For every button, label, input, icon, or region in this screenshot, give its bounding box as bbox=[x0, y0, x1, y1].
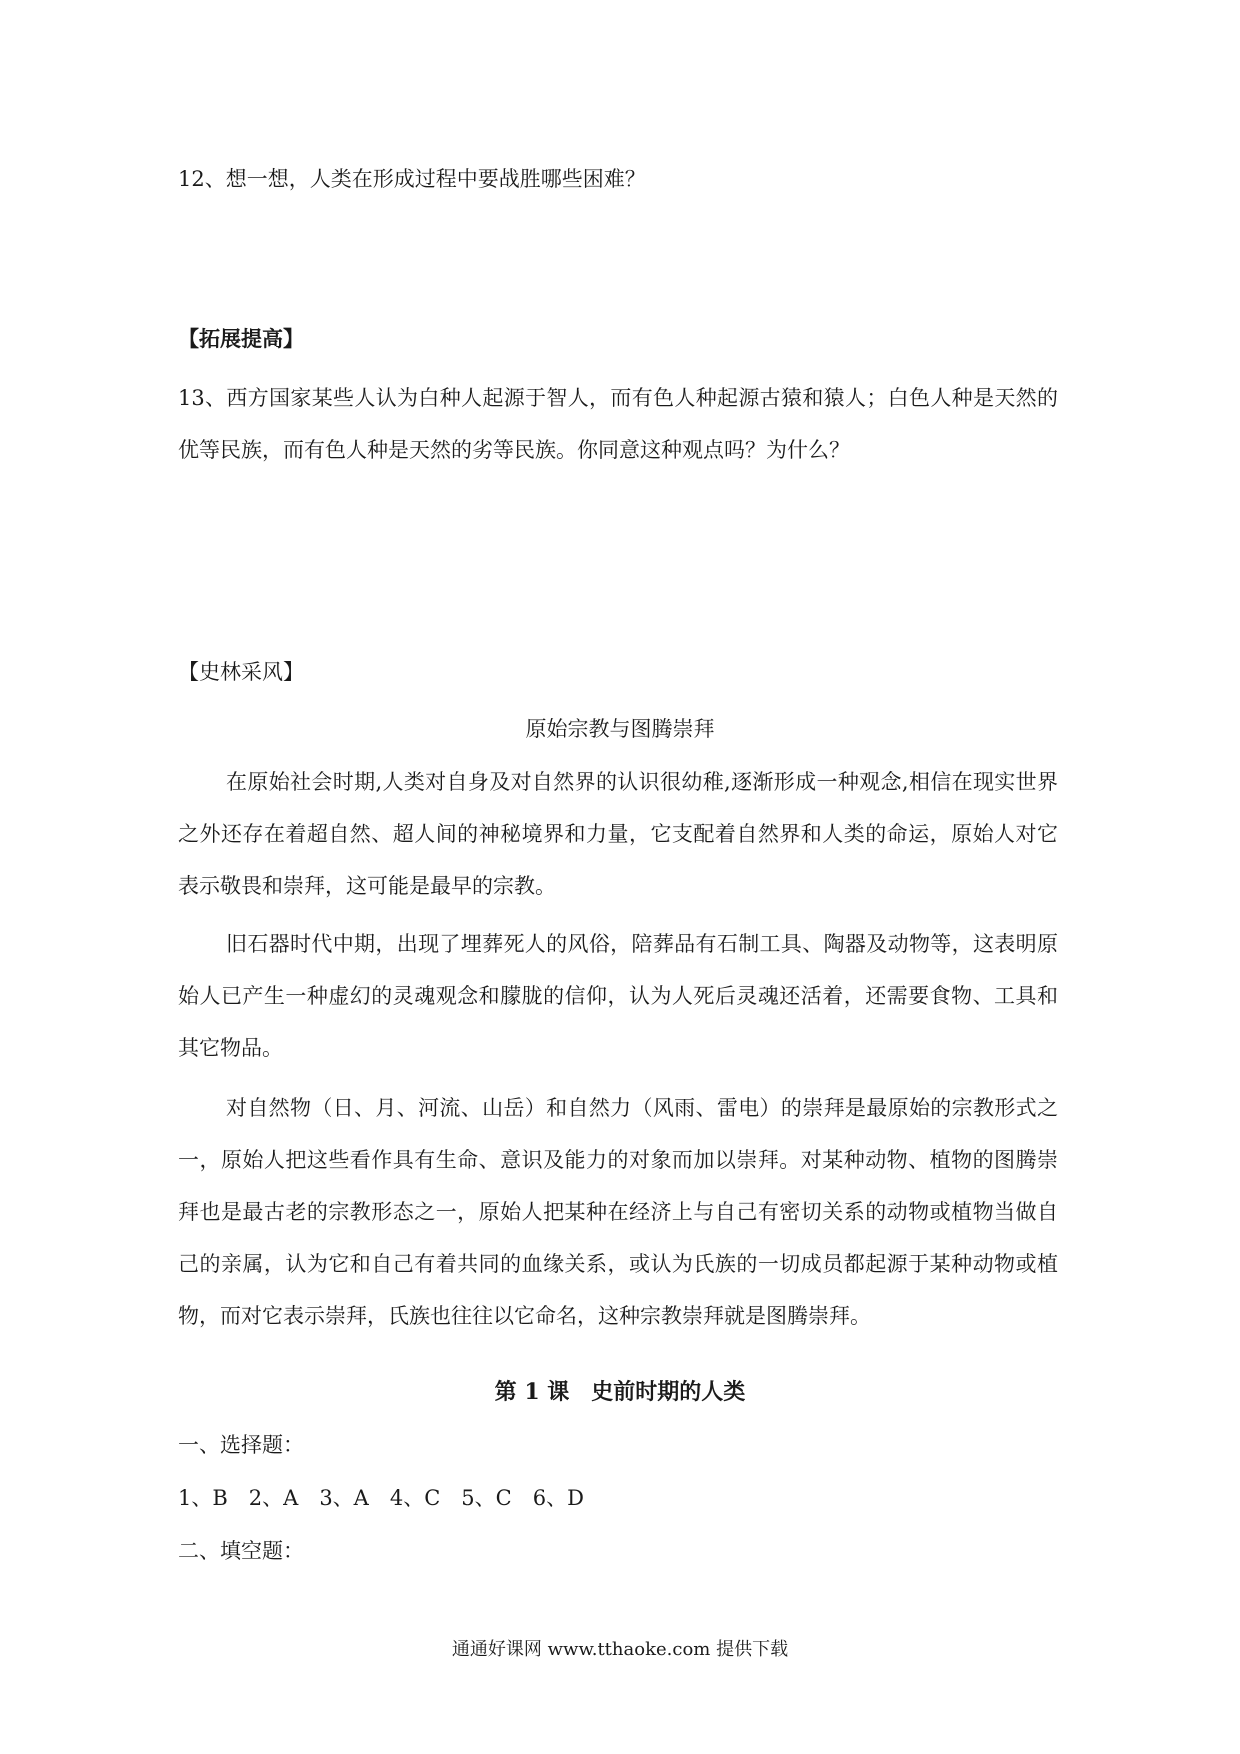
question-12: 12、想一想，人类在形成过程中要战胜哪些困难？ bbox=[178, 167, 646, 191]
lesson-title: 第 1 课 史前时期的人类 bbox=[494, 1379, 746, 1405]
answers-choice-line: 1、B 2、A 3、A 4、C 5、C 6、D bbox=[178, 1486, 584, 1510]
page-footer: 通通好课网 www.tthaoke.com 提供下载 bbox=[451, 1639, 789, 1660]
answers-section-fill: 二、填空题： bbox=[178, 1539, 304, 1563]
answers-section-choice: 一、选择题： bbox=[178, 1433, 304, 1457]
article-title: 原始宗教与图腾崇拜 bbox=[525, 717, 715, 741]
paragraph-3: 对自然物（日、月、河流、山岳）和自然力（风雨、雷电）的崇拜是最原始的宗教形式之一，原始人把这些看作具有生命、意识及能力的对象而加以崇拜。对某种动物、植物的图腾崇拜也是最古老的宗教形态之一，原始人把某种在经济上与自己有密切关系的动物或植物当做自己的亲属，认为它和自己有着共同的血缘关系，或认为氏族的一切成员都起源于某种动物或植物，而对它表示崇拜，氏族也往往以它命名，这种宗教崇拜就是图腾崇拜。 bbox=[178, 1096, 1058, 1328]
section-heading-history: 【史林采风】 bbox=[178, 660, 304, 684]
paragraph-2: 旧石器时代中期，出现了埋葬死人的风俗，陪葬品有石制工具、陶器及动物等，这表明原始人已产生一种虚幻的灵魂观念和朦胧的信仰，认为人死后灵魂还活着，还需要食物、工具和其它物品。 bbox=[178, 932, 1058, 1060]
section-heading-extend: 【拓展提高】 bbox=[178, 326, 304, 351]
paragraph-1: 在原始社会时期,人类对自身及对自然界的认识很幼稚,逐渐形成一种观念,相信在现实世界之外还存在着超自然、超人间的神秘境界和力量，它支配着自然界和人类的命运，原始人对它表示敬畏和崇拜，这可能是最早的宗教。 bbox=[178, 770, 1058, 898]
question-13: 13、西方国家某些人认为白种人起源于智人，而有色人种起源古猿和猿人；白色人种是天然的优等民族，而有色人种是天然的劣等民族。你同意这种观点吗？为什么？ bbox=[178, 386, 1058, 462]
